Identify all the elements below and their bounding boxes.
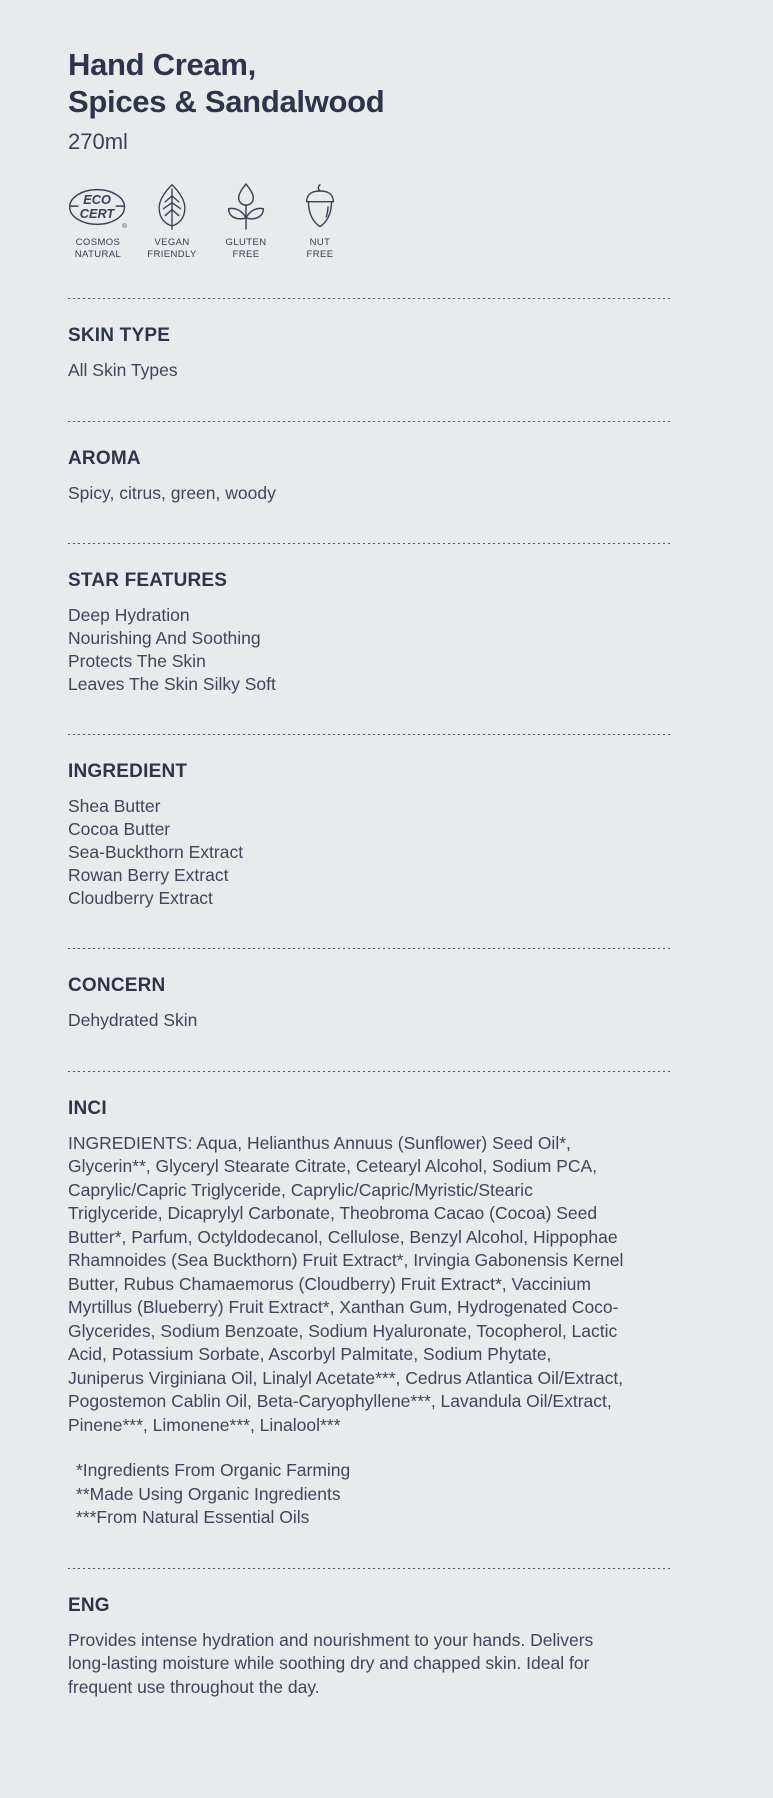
section-ingredient [68, 761, 773, 910]
list-item: Rowan Berry Extract [68, 865, 229, 885]
badge-nut-free [290, 183, 350, 260]
footnote: ***From Natural Essential Oils [76, 1507, 310, 1527]
badge-gluten-free [216, 183, 276, 260]
inci-ingredients-text: INGREDIENTS: Aqua, Helianthus Annuus (Sunflower) Seed Oil*, Glycerin**, Glyceryl Stearate Citrate, Cetearyl Alcohol, Sodium PCA, Caprylic/Capric Triglyceride, Caprylic/Capric/Myristic/Stearic Triglyceride, Dicaprylyl Carbonate, Theobroma Cacao (Cocoa) Seed Butter*, Parfum, Octyldodecanol, Cellulose, Benzyl Alcohol, Hippophae Rhamnoides (Sea Buckthorn) Fruit Extract*, Irvingia Gabonensis Kernel Butter, Rubus Chamaemorus (Cloudberry) Fruit Extract*, Vaccinium Myrtillus (Blueberry) Fruit Extract*, Xanthan Gum, Hydrogenated Coco-Glycerides, Sodium Benzoate, Sodium Hyaluronate, Tocopherol, Lactic Acid, Potassium Sorbate, Ascorbyl Palmitate, Sodium Phytate, Juniperus Virginiana Oil, Linalyl Acetate***, Cedrus Atlantica Oil/Extract, Pogostemon Cablin Oil, Beta-Caryophyllene***, Lavandula Oil/Extract, Pinene***, Limonene***, Linalool*** [68, 1132, 624, 1435]
section-divider [68, 1568, 670, 1569]
aroma-heading: AROMA [68, 447, 141, 469]
ingredient-heading: INGREDIENT [68, 761, 188, 782]
badge-label: VEGAN FRIENDLY [147, 237, 197, 260]
concern-value: Dehydrated Skin [68, 1010, 198, 1030]
section-divider [68, 734, 670, 735]
inci-heading: INCI [68, 1097, 107, 1119]
footnote: *Ingredients From Organic Farming [76, 1460, 351, 1480]
list-item: Leaves The Skin Silky Soft [68, 674, 276, 694]
certification-badges [68, 183, 773, 260]
star-features-heading: STAR FEATURES [68, 570, 228, 591]
badge-label: COSMOS NATURAL [74, 237, 122, 260]
list-item: Protects The Skin [68, 651, 206, 671]
section-divider [68, 298, 670, 299]
inci-footnotes [68, 1459, 773, 1530]
product-volume: 270ml [68, 129, 128, 154]
svg-text:®: ® [122, 223, 127, 231]
eng-description: Provides intense hydration and nourishment to your hands. Delivers long-lasting moisture while soothing dry and chapped skin. Ideal for frequent use throughout the day. [68, 1629, 594, 1697]
list-item: Shea Butter [68, 796, 161, 816]
list-item: Deep Hydration [68, 605, 190, 625]
svg-text:ECO: ECO [83, 192, 111, 208]
leaf-icon [152, 183, 192, 231]
badge-label: NUT FREE [306, 237, 334, 260]
sprout-icon [224, 183, 268, 231]
skin-type-heading: SKIN TYPE [68, 325, 171, 346]
section-inci [68, 1098, 773, 1530]
concern-heading: CONCERN [68, 975, 166, 996]
list-item: Sea-Buckthorn Extract [68, 842, 244, 862]
badge-vegan-friendly [142, 183, 202, 260]
section-aroma [68, 448, 773, 506]
badge-label: GLUTEN FREE [225, 237, 267, 260]
eng-heading: ENG [68, 1594, 110, 1616]
section-divider [68, 1071, 670, 1072]
page-title [68, 46, 773, 120]
ecocert-logo-icon [66, 183, 130, 231]
star-features-list [68, 604, 773, 696]
badge-cosmos-natural [68, 183, 128, 260]
list-item: Nourishing And Soothing [68, 628, 261, 648]
svg-text:CERT: CERT [79, 205, 115, 221]
section-divider [68, 543, 670, 544]
list-item: Cocoa Butter [68, 819, 171, 839]
section-star-features [68, 570, 773, 696]
section-concern [68, 975, 773, 1033]
section-skin-type [68, 325, 773, 383]
product-title-line1: Hand Cream, [68, 47, 256, 82]
section-eng [68, 1595, 773, 1700]
section-divider [68, 948, 670, 949]
product-title-line2: Spices & Sandalwood [68, 84, 385, 119]
skin-type-value: All Skin Types [68, 360, 178, 380]
footnote: **Made Using Organic Ingredients [76, 1483, 341, 1504]
aroma-value: Spicy, citrus, green, woody [68, 482, 276, 503]
acorn-icon [300, 183, 340, 231]
ingredient-list [68, 795, 773, 910]
list-item: Cloudberry Extract [68, 888, 213, 908]
section-divider [68, 421, 670, 422]
